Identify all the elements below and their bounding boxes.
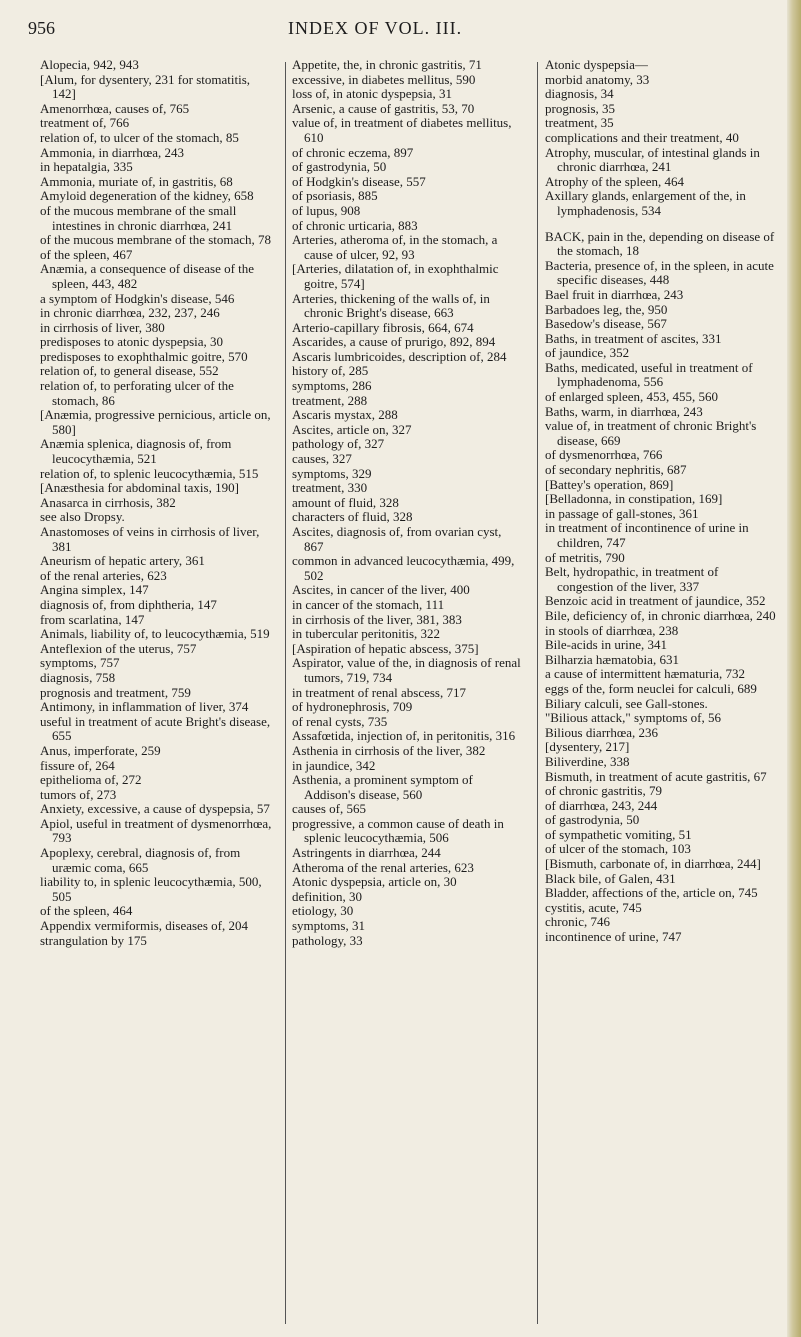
index-entry: Bismuth, in treatment of acute gastritis, 67 — [545, 768, 767, 784]
running-title: INDEX OF VOL. III. — [288, 18, 463, 38]
index-entry: Barbadoes leg, the, 950 — [545, 301, 668, 317]
index-entry: in treatment of incontinence of urine in children, 747 — [545, 520, 749, 550]
index-entry: of dysmenorrhœa, 766 — [545, 447, 663, 463]
index-entry: in chronic diarrhœa, 232, 237, 246 — [40, 305, 220, 321]
index-entry: [Belladonna, in constipation, 169] — [545, 491, 723, 507]
index-entry: Ascites, in cancer of the liver, 400 — [292, 582, 470, 598]
index-entry: [dysentery, 217] — [545, 739, 630, 755]
index-entry: Arsenic, a cause of gastritis, 53, 70 — [292, 100, 475, 116]
index-entry: Astringents in diarrhœa, 244 — [292, 845, 441, 861]
index-entry: predisposes to exophthalmic goitre, 570 — [40, 348, 248, 364]
index-entry: Atonic dyspepsia— — [545, 57, 648, 72]
index-entry: BACK, pain in the, depending on disease of the stomach, 18 — [545, 228, 775, 259]
index-entry: Atheroma of the renal arteries, 623 — [292, 859, 474, 875]
index-entry: Arterio-capillary fibrosis, 664, 674 — [292, 319, 474, 335]
index-entry: Bael fruit in diarrhœa, 243 — [545, 286, 684, 302]
index-entry: Basedow's disease, 567 — [545, 316, 667, 332]
index-entry: pathology, 33 — [292, 932, 363, 948]
index-entry: Ammonia, in diarrhœa, 243 — [40, 144, 185, 160]
index-entry: relation of, to ulcer of the stomach, 85 — [40, 129, 239, 145]
index-entry: history of, 285 — [292, 363, 369, 379]
index-entry: of jaundice, 352 — [545, 345, 630, 361]
index-entry: tumors of, 273 — [40, 786, 117, 802]
index-entry: cystitis, acute, 745 — [545, 899, 642, 915]
index-entry: Ascaris mystax, 288 — [292, 407, 398, 423]
index-entry: Bladder, affections of the, article on, 745 — [545, 885, 758, 901]
index-entry: Atonic dyspepsia, article on, 30 — [292, 874, 457, 890]
index-entry: in passage of gall-stones, 361 — [545, 505, 699, 521]
index-entry: Apoplexy, cerebral, diagnosis of, from uræmic coma, 665 — [40, 845, 241, 875]
index-entry: excessive, in diabetes mellitus, 590 — [292, 71, 476, 87]
index-entry: of gastrodynia, 50 — [545, 812, 640, 828]
index-entry: Axillary glands, enlargement of the, in lymphadenosis, 534 — [545, 188, 746, 218]
index-entry: of lupus, 908 — [292, 202, 361, 218]
index-entry: Belt, hydropathic, in treatment of congestion of the liver, 337 — [545, 564, 719, 594]
index-entry: [Alum, for dysentery, 231 for stomatitis, 142] — [40, 71, 251, 102]
index-entry: Aneurism of hepatic artery, 361 — [40, 553, 205, 569]
index-entry: relation of, to splenic leucocythæmia, 515 — [40, 465, 259, 481]
index-entry: Bilious diarrhœa, 236 — [545, 724, 659, 740]
index-entry: Anastomoses of veins in cirrhosis of liver, 381 — [40, 524, 260, 554]
index-entry: Amyloid degeneration of the kidney, 658 — [40, 188, 254, 204]
index-entry: prognosis and treatment, 759 — [40, 684, 191, 700]
index-entry: strangulation by 175 — [40, 932, 147, 948]
index-entry: diagnosis, 34 — [545, 86, 614, 102]
index-entry: of sympathetic vomiting, 51 — [545, 826, 692, 842]
index-entry: Arteries, atheroma of, in the stomach, a cause of ulcer, 92, 93 — [292, 232, 498, 262]
index-entry: symptoms, 329 — [292, 465, 372, 481]
page-header — [28, 18, 761, 42]
index-entry: of the mucous membrane of the small intestines in chronic diarrhœa, 241 — [40, 202, 237, 233]
index-entry: liability to, in splenic leucocythæmia, 500, 505 — [40, 874, 262, 904]
index-column-3 — [545, 58, 777, 945]
index-entry: Bile-acids in urine, 341 — [545, 637, 668, 653]
index-entry: fissure of, 264 — [40, 757, 115, 773]
index-entry: of hydronephrosis, 709 — [292, 699, 413, 715]
index-entry: Atrophy, muscular, of intestinal glands in chronic diarrhœa, 241 — [545, 144, 760, 175]
index-entry: prognosis, 35 — [545, 100, 616, 116]
index-entry: "Bilious attack," symptoms of, 56 — [545, 710, 721, 726]
index-columns — [40, 58, 785, 1328]
index-entry: characters of fluid, 328 — [292, 509, 413, 525]
index-entry: of diarrhœa, 243, 244 — [545, 797, 658, 813]
index-entry: from scarlatina, 147 — [40, 611, 145, 627]
index-entry: Assafœtida, injection of, in peritonitis, 316 — [292, 728, 516, 744]
index-entry: of the mucous membrane of the stomach, 78 — [40, 232, 272, 248]
index-entry: of metritis, 790 — [545, 549, 625, 565]
index-entry: [Anæmia, progressive pernicious, article on, 580] — [40, 407, 271, 437]
index-entry: of ulcer of the stomach, 103 — [545, 841, 691, 857]
index-entry: Alopecia, 942, 943 — [40, 57, 139, 72]
index-entry: Baths, in treatment of ascites, 331 — [545, 330, 722, 346]
index-entry: predisposes to atonic dyspepsia, 30 — [40, 334, 224, 350]
index-entry: in cirrhosis of liver, 380 — [40, 319, 165, 335]
index-column-2 — [292, 58, 524, 948]
index-entry: amount of fluid, 328 — [292, 494, 399, 510]
index-entry: Atrophy of the spleen, 464 — [545, 173, 685, 189]
index-entry: Animals, liability of, to leucocythæmia, 519 — [40, 626, 270, 642]
index-entry: causes, 327 — [292, 451, 352, 467]
index-entry: [Bismuth, carbonate of, in diarrhœa, 244] — [545, 856, 761, 872]
index-entry: symptoms, 286 — [292, 378, 372, 394]
index-entry: Ascaris lumbricoides, description of, 284 — [292, 348, 507, 364]
index-entry: value of, in treatment of diabetes mellitus, 610 — [292, 115, 512, 145]
index-entry: Appetite, the, in chronic gastritis, 71 — [292, 57, 482, 72]
index-entry: in cancer of the stomach, 111 — [292, 596, 445, 612]
index-entry: Bacteria, presence of, in the spleen, in acute specific diseases, 448 — [545, 257, 774, 288]
index-entry: [Battey's operation, 869] — [545, 476, 674, 492]
index-entry: of the renal arteries, 623 — [40, 567, 167, 583]
index-entry: eggs of the, form neuclei for calculi, 689 — [545, 680, 757, 696]
index-entry: diagnosis, 758 — [40, 669, 116, 685]
index-entry: definition, 30 — [292, 888, 363, 904]
index-entry: in stools of diarrhœa, 238 — [545, 622, 679, 638]
index-entry: a cause of intermittent hæmaturia, 732 — [545, 666, 745, 682]
index-entry: Bile, deficiency of, in chronic diarrhœa, 240 — [545, 607, 776, 623]
index-entry: see also Dropsy. — [40, 509, 125, 525]
index-entry: [Anæsthesia for abdominal taxis, 190] — [40, 480, 239, 496]
index-entry: Anæmia, a consequence of disease of the spleen, 443, 482 — [40, 261, 255, 291]
index-entry: of secondary nephritis, 687 — [545, 462, 687, 478]
index-entry: complications and their treatment, 40 — [545, 129, 739, 145]
index-entry: in jaundice, 342 — [292, 757, 376, 773]
index-entry: chronic, 746 — [545, 914, 610, 930]
index-entry: Amenorrhœa, causes of, 765 — [40, 100, 190, 116]
index-entry: Arteries, thickening of the walls of, in chronic Bright's disease, 663 — [292, 290, 490, 321]
index-entry: of Hodgkin's disease, 557 — [292, 173, 426, 189]
index-entry: useful in treatment of acute Bright's disease, 655 — [40, 713, 271, 744]
index-entry: of chronic urticaria, 883 — [292, 217, 418, 233]
index-entry: of renal cysts, 735 — [292, 713, 388, 729]
index-entry: a symptom of Hodgkin's disease, 546 — [40, 290, 235, 306]
index-entry: Baths, medicated, useful in treatment of lymphadenoma, 556 — [545, 359, 753, 390]
index-entry: Ascites, diagnosis of, from ovarian cyst, 867 — [292, 524, 502, 554]
index-entry: progressive, a common cause of death in splenic leucocythæmia, 506 — [292, 815, 504, 846]
index-entry: Anus, imperforate, 259 — [40, 742, 161, 758]
index-entry: Black bile, of Galen, 431 — [545, 870, 676, 886]
index-entry: loss of, in atonic dyspepsia, 31 — [292, 86, 452, 102]
index-entry: diagnosis of, from diphtheria, 147 — [40, 596, 217, 612]
index-entry: relation of, to general disease, 552 — [40, 363, 219, 379]
index-entry: of enlarged spleen, 453, 455, 560 — [545, 389, 719, 405]
index-entry: treatment of, 766 — [40, 115, 130, 131]
index-entry: Apiol, useful in treatment of dysmenorrhœa, 793 — [40, 815, 272, 846]
index-entry: of the spleen, 464 — [40, 903, 133, 919]
index-entry: epithelioma of, 272 — [40, 772, 142, 788]
index-entry: Benzoic acid in treatment of jaundice, 352 — [545, 593, 766, 609]
index-entry: Ascites, article on, 327 — [292, 421, 412, 437]
index-entry: Antimony, in inflammation of liver, 374 — [40, 699, 249, 715]
index-entry: common in advanced leucocythæmia, 499, 502 — [292, 553, 515, 583]
index-entry: Baths, warm, in diarrhœa, 243 — [545, 403, 703, 419]
index-entry: causes of, 565 — [292, 801, 367, 817]
index-entry: in hepatalgia, 335 — [40, 159, 133, 175]
index-entry: [Arteries, dilatation of, in exophthalmic goitre, 574] — [292, 261, 499, 291]
column-rule — [537, 62, 538, 1324]
index-entry: of chronic eczema, 897 — [292, 144, 414, 160]
index-entry: Aspirator, value of the, in diagnosis of renal tumors, 719, 734 — [292, 655, 521, 685]
index-entry: symptoms, 757 — [40, 655, 120, 671]
index-entry: treatment, 35 — [545, 115, 614, 131]
index-entry: Angina simplex, 147 — [40, 582, 149, 598]
index-entry: Ammonia, muriate of, in gastritis, 68 — [40, 173, 233, 189]
index-entry: Anteflexion of the uterus, 757 — [40, 640, 197, 656]
index-entry: etiology, 30 — [292, 903, 354, 919]
index-entry: of gastrodynia, 50 — [292, 159, 387, 175]
index-entry: incontinence of urine, 747 — [545, 929, 682, 945]
index-entry: Asthenia in cirrhosis of the liver, 382 — [292, 742, 486, 758]
index-entry: in cirrhosis of the liver, 381, 383 — [292, 611, 462, 627]
index-entry: pathology of, 327 — [292, 436, 385, 452]
index-entry: value of, in treatment of chronic Bright's disease, 669 — [545, 418, 757, 448]
index-entry: Anæmia splenica, diagnosis of, from leucocythæmia, 521 — [40, 436, 232, 467]
index-entry: relation of, to perforating ulcer of the stomach, 86 — [40, 378, 234, 408]
index-entry: of psoriasis, 885 — [292, 188, 378, 204]
index-entry: in treatment of renal abscess, 717 — [292, 684, 466, 700]
index-column-1 — [40, 58, 272, 948]
index-entry: Asthenia, a prominent symptom of Addison's disease, 560 — [292, 772, 473, 802]
index-entry: in tubercular peritonitis, 322 — [292, 626, 441, 642]
index-entry: Appendix vermiformis, diseases of, 204 — [40, 918, 248, 934]
index-entry: Biliverdine, 338 — [545, 753, 630, 769]
section-gap — [545, 219, 777, 230]
page-number: 956 — [28, 18, 55, 38]
index-entry: Ascarides, a cause of prurigo, 892, 894 — [292, 334, 496, 350]
column-rule — [285, 62, 286, 1324]
index-entry: of the spleen, 467 — [40, 246, 133, 262]
index-entry: morbid anatomy, 33 — [545, 71, 650, 87]
index-entry: symptoms, 31 — [292, 918, 365, 934]
index-entry: Anasarca in cirrhosis, 382 — [40, 494, 176, 510]
index-entry: treatment, 330 — [292, 480, 368, 496]
index-entry: of chronic gastritis, 79 — [545, 783, 662, 799]
index-entry: [Aspiration of hepatic abscess, 375] — [292, 640, 479, 656]
page-edge — [787, 0, 801, 1337]
index-entry: Bilharzia hæmatobia, 631 — [545, 651, 679, 667]
index-entry: Anxiety, excessive, a cause of dyspepsia, 57 — [40, 801, 270, 817]
index-entry: treatment, 288 — [292, 392, 368, 408]
index-entry: Biliary calculi, see Gall-stones. — [545, 695, 708, 711]
